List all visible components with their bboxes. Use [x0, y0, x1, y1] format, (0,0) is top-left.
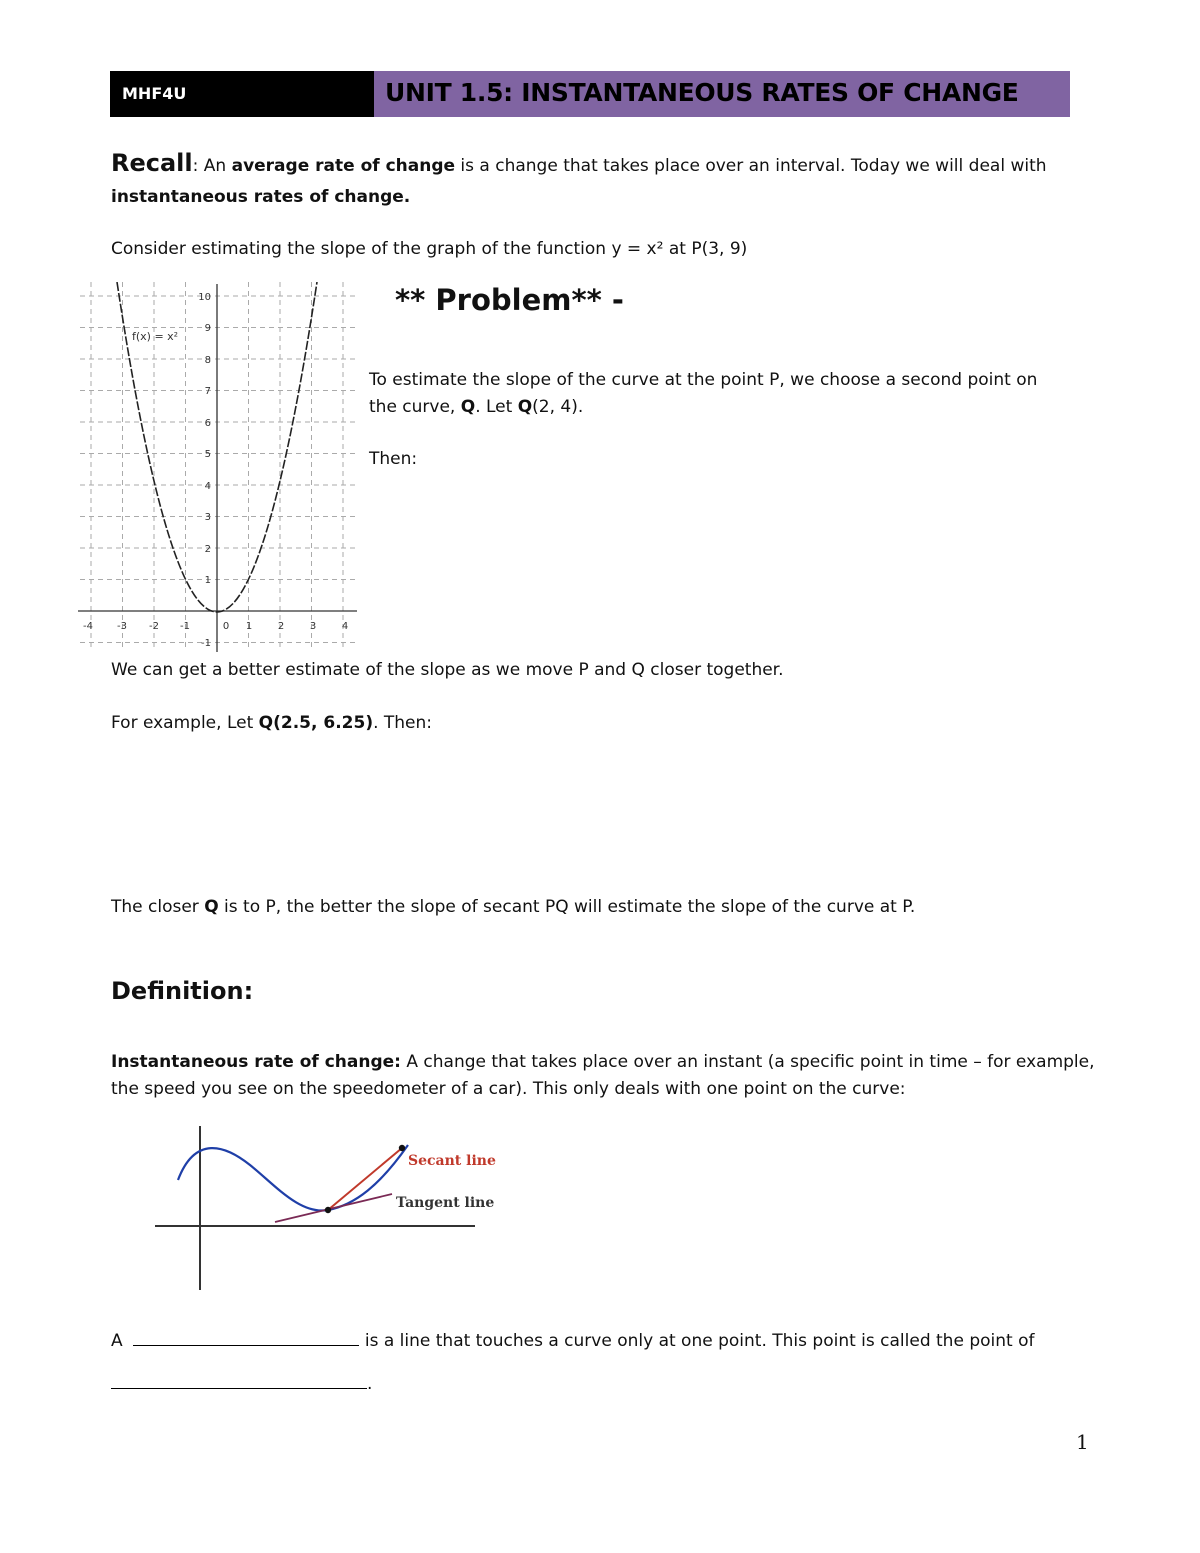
y-tick-label: 6 [204, 418, 211, 429]
tangent-label: Tangent line [396, 1195, 495, 1211]
example-post: . Then: [373, 713, 433, 733]
x-tick-label: -1 [180, 621, 190, 632]
recall-line-1 [111, 150, 1047, 179]
x-tick-label: -4 [83, 621, 93, 632]
recall-term-average: average rate of change [231, 156, 456, 176]
definition-line-1-rest: A change that takes place over an instant (a specific point in time – for example, [400, 1052, 1095, 1072]
problem-then: Then: [369, 449, 418, 469]
x-tick-label: -2 [149, 621, 159, 632]
blank-tangent[interactable] [133, 1327, 359, 1346]
recall-line-2 [111, 184, 410, 210]
problem-title: ** Problem** - [395, 283, 624, 317]
problem-point-q: Q [460, 397, 476, 417]
x-tick-label: 2 [277, 621, 285, 632]
problem-line-2-mid: . Let [475, 397, 518, 417]
header-course-box [110, 71, 374, 117]
function-label: f(x) = x² [132, 330, 179, 343]
definition-line-1 [111, 1049, 1095, 1075]
y-tick-label: 7 [204, 386, 211, 397]
example-line [111, 710, 432, 736]
course-code: MHF4U [122, 84, 187, 103]
closer-line [111, 894, 915, 920]
better-estimate-line: We can get a better estimate of the slope as we move P and Q closer together. [111, 660, 784, 680]
problem-line-2 [369, 394, 583, 420]
header-title-box [374, 71, 1070, 117]
y-tick-label: 10 [198, 292, 211, 303]
example-point: Q(2.5, 6.25) [258, 713, 374, 733]
definition-line-2: the speed you see on the speedometer of a car). This only deals with one point on the curve: [111, 1079, 906, 1099]
fill-blank-line-1 [111, 1327, 1034, 1354]
x-tick-label: -3 [117, 621, 127, 632]
definition-heading: Definition: [111, 977, 254, 1005]
recall-term-instantaneous: instantaneous rates of change. [111, 187, 411, 207]
problem-point-q-2: Q [517, 397, 533, 417]
y-tick-label: 8 [204, 355, 211, 366]
y-tick-label: 3 [204, 512, 211, 523]
problem-line-1: To estimate the slope of the curve at the point P, we choose a second point on [369, 370, 1038, 390]
secant-label: Secant line [408, 1153, 496, 1169]
x-tick-label: 0 [222, 621, 230, 632]
x-tick-label: 3 [309, 621, 317, 632]
recall-lead: Recall [111, 149, 193, 177]
consider-line: Consider estimating the slope of the graph of the function y = x² at P(3, 9) [111, 239, 748, 259]
fill-blank-mid: is a line that touches a curve only at one point. This point is called the point of [364, 1331, 1035, 1351]
problem-line-2-pre: the curve, [369, 397, 461, 417]
closer-post: is to P, the better the slope of secant PQ will estimate the slope of the curve at P. [218, 897, 916, 917]
y-tick-label: 5 [204, 449, 211, 460]
y-tick-label: 4 [204, 481, 211, 492]
secant-tangent-diagram [150, 1120, 510, 1295]
problem-line-2-end: (2, 4). [532, 397, 584, 417]
parabola-graph [75, 282, 360, 654]
closer-q: Q [204, 897, 219, 917]
unit-title: UNIT 1.5: INSTANTANEOUS RATES OF CHANGE [385, 78, 1019, 107]
page-number: 1 [1076, 1430, 1089, 1454]
diagram-curve [178, 1145, 408, 1211]
closer-pre: The closer [111, 897, 205, 917]
y-tick-label: 1 [204, 575, 211, 586]
definition-term: Instantaneous rate of change: [111, 1052, 401, 1072]
fill-blank-line-2 [111, 1370, 372, 1397]
recall-colon: : An [192, 156, 232, 176]
y-tick-label: 2 [204, 544, 211, 555]
fill-blank-a: A [111, 1331, 123, 1351]
fill-blank-end: . [367, 1374, 373, 1394]
x-tick-label: 1 [245, 621, 253, 632]
example-pre: For example, Let [111, 713, 259, 733]
x-tick-label: 4 [341, 621, 349, 632]
y-tick-label: 9 [204, 323, 211, 334]
y-tick-label: -1 [201, 638, 211, 649]
blank-tangency[interactable] [111, 1370, 367, 1389]
tangent-line [275, 1194, 392, 1222]
secant-point [399, 1145, 405, 1151]
tangent-point [325, 1207, 331, 1213]
recall-mid: is a change that takes place over an interval. Today we will deal with [455, 156, 1047, 176]
